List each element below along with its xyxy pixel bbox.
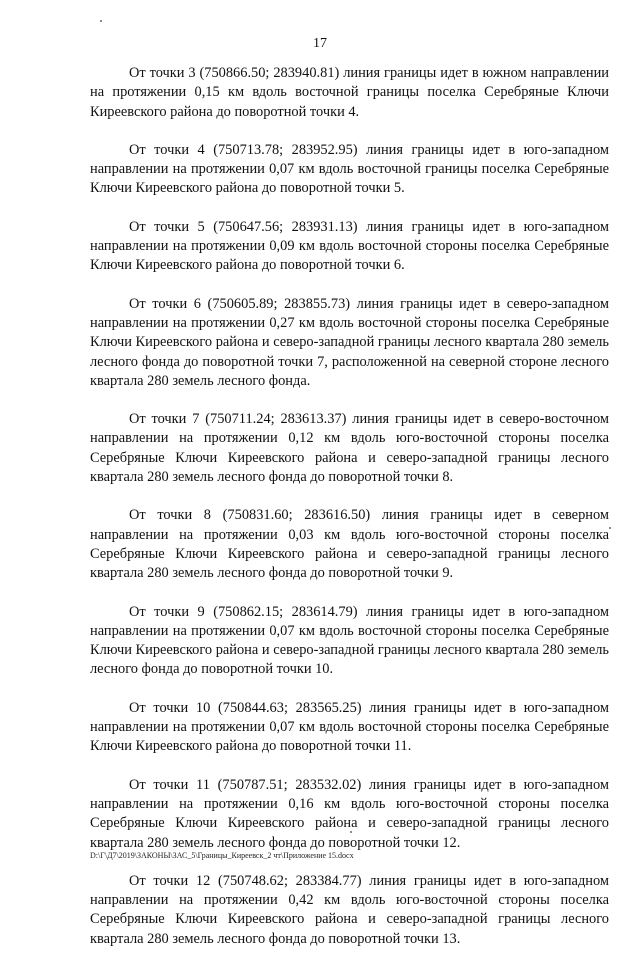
- page-number: 17: [313, 36, 327, 51]
- boundary-paragraph-point-8: От точки 8 (750831.60; 283616.50) линия границы идет в северном направлении на протяжении 0,03 км вдоль юго-восточной стороны поселка Серебряные Ключи Киреевского района и северо-западной границы лесного квартала 280 земель лесного фонда до поворотной точки 9.: [90, 507, 609, 582]
- boundary-paragraph-point-3: От точки 3 (750866.50; 283940.81) линия границы идет в южном направлении на протяжении 0,15 км вдоль восточной границы поселка Серебряные Ключи Киреевского района до поворотной точки 4.: [90, 65, 609, 120]
- boundary-paragraph-point-12: От точки 12 (750748.62; 283384.77) линия границы идет в юго-западном направлении на протяжении 0,42 км вдоль юго-восточной стороны поселка Серебряные Ключи Киреевского района и северо-западной границы лесного квартала 280 земель лесного фонда до поворотной точки 13.: [90, 872, 609, 947]
- scan-speck: [100, 20, 102, 22]
- boundary-paragraph-point-7: От точки 7 (750711.24; 283613.37) линия границы идет в северо-восточном направлении на протяжении 0,12 км вдоль юго-восточной стороны поселка Серебряные Ключи Киреевского района и северо-западной границы лесного квартала 280 земель лесного фонда до поворотной точки 8.: [90, 411, 609, 486]
- boundary-paragraph-point-5: От точки 5 (750647.56; 283931.13) линия границы идет в юго-западном направлении на протяжении 0,09 км вдоль восточной стороны поселка Серебряные Ключи Киреевского района до поворотной точки 6.: [90, 218, 609, 274]
- footer-file-path: D:\Г\Д7\2019\ЗАКОНЫ\ЗАС_5\Границы_Киреевск_2 чт\Приложение 15.docx: [90, 851, 354, 860]
- boundary-paragraph-point-9: От точки 9 (750862.15; 283614.79) линия границы идет в юго-западном направлении на протяжении 0,07 км вдоль восточной стороны поселка Серебряные Ключи Киреевского района и северо-западной границы лесного квартала 280 земель лесного фонда до поворотной точки 10.: [90, 603, 609, 678]
- boundary-paragraph-point-6: От точки 6 (750605.89; 283855.73) линия границы идет в северо-западном направлении на протяжении 0,27 км вдоль восточной стороны поселка Серебряные Ключи Киреевского района и северо-западной границы лесного квартала 280 земель лесного фонда до поворотной точки 7, расположенной на северной стороне лесного квартала 280 земель лесного фонда.: [90, 295, 609, 389]
- scan-speck: [609, 527, 611, 529]
- boundary-paragraph-point-4: От точки 4 (750713.78; 283952.95) линия границы идет в юго-западном направлении на протяжении 0,07 км вдоль восточной границы поселка Серебряные Ключи Киреевского района до поворотной точки 5.: [90, 141, 609, 197]
- boundary-paragraph-point-10: От точки 10 (750844.63; 283565.25) линия границы идет в юго-западном направлении на протяжении 0,07 км вдоль восточной стороны поселка Серебряные Ключи Киреевского района до поворотной точки 11.: [90, 699, 609, 755]
- boundary-paragraph-point-11: От точки 11 (750787.51; 283532.02) линия границы идет в юго-западном направлении на протяжении 0,16 км вдоль юго-восточной стороны поселка Серебряные Ключи Киреевского района и северо-западной границы лесного квартала 280 земель лесного фонда до поворотной точки 12.: [90, 776, 609, 851]
- scan-speck: [350, 831, 352, 833]
